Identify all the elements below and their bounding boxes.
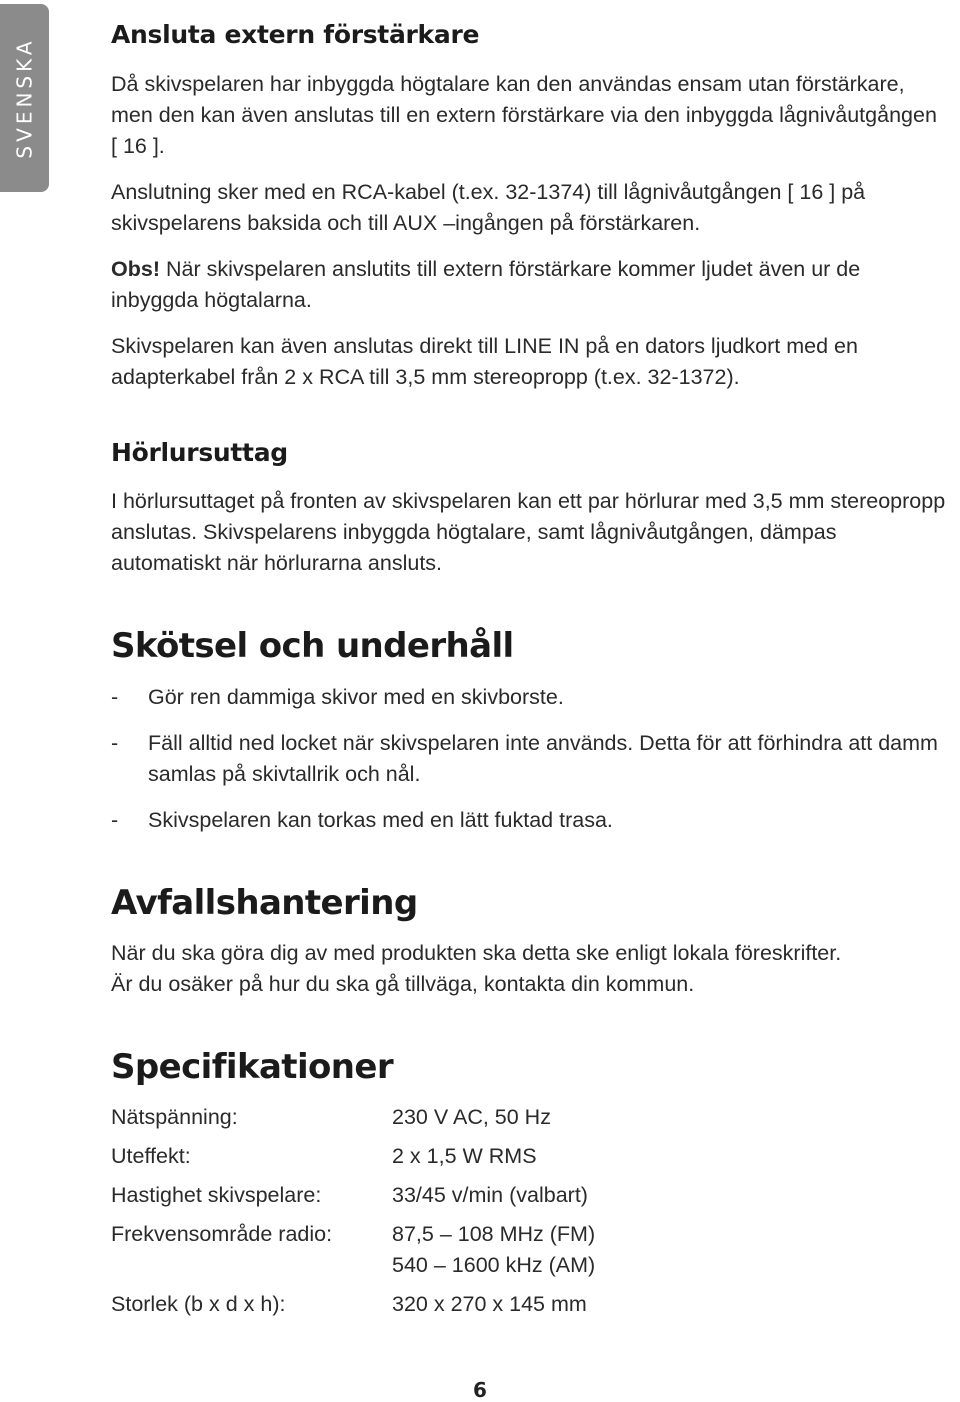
obs-label: Obs! bbox=[111, 257, 160, 281]
paragraph-obs bbox=[111, 254, 946, 316]
list-item-text: Gör ren dammiga skivor med en skivborste. bbox=[148, 685, 564, 709]
list-item bbox=[111, 728, 946, 790]
paragraph-horlur: I hörlursuttaget på fronten av skivspelaren kan ett par hörlurar med 3,5 mm stereopropp anslutas. Skivspelarens inbyggda högtalare, samt lågnivåutgången, dämpas automatiskt när hörlurarna ansluts. bbox=[111, 489, 946, 575]
paragraph-avfall-1: När du ska göra dig av med produkten ska detta ske enligt lokala föreskrifter. bbox=[111, 941, 842, 965]
spec-value: 87,5 – 108 MHz (FM) bbox=[392, 1222, 596, 1246]
list-item-text: Skivspelaren kan torkas med en lätt fuktad trasa. bbox=[148, 808, 613, 832]
spec-label: Hastighet skivspelare: bbox=[111, 1183, 322, 1207]
list-dash: - bbox=[111, 808, 119, 832]
language-tab-label: SVENSKA bbox=[12, 37, 37, 159]
spec-value: 33/45 v/min (valbart) bbox=[392, 1183, 588, 1207]
paragraph-avfall-2: Är du osäker på hur du ska gå tillväga, kontakta din kommun. bbox=[111, 972, 695, 996]
list-item bbox=[111, 805, 946, 836]
page-number: 6 bbox=[473, 1378, 487, 1402]
list-dash: - bbox=[111, 685, 119, 709]
spec-value: 2 x 1,5 W RMS bbox=[392, 1144, 537, 1168]
paragraph-extern-1: Då skivspelaren har inbyggda högtalare kan den användas ensam utan förstärkare, men den kan även anslutas till en extern förstärkare via den inbyggda lågnivåutgången [ 16 ]. bbox=[111, 72, 937, 158]
paragraph-extern-4: Skivspelaren kan även anslutas direkt till LINE IN på en dators ljudkort med en adapterkabel från 2 x RCA till 3,5 mm stereopropp (t.ex. 32-1372). bbox=[111, 334, 858, 389]
spec-label: Storlek (b x d x h): bbox=[111, 1292, 286, 1316]
obs-text: När skivspelaren anslutits till extern förstärkare kommer ljudet även ur de inbyggda högtalarna. bbox=[111, 257, 861, 312]
heading-avfallshantering: Avfallshantering bbox=[111, 883, 418, 923]
language-tab bbox=[0, 4, 49, 192]
list-item bbox=[111, 682, 946, 713]
paragraph-extern-2: Anslutning sker med en RCA-kabel (t.ex. 32-1374) till lågnivåutgången [ 16 ] på skivspelarens baksida och till AUX –ingången på förstärkaren. bbox=[111, 180, 866, 235]
heading-skotsel: Skötsel och underhåll bbox=[111, 626, 514, 666]
list-item-text: Fäll alltid ned locket när skivspelaren inte används. Detta för att förhindra att damm samlas på skivtallrik och nål. bbox=[148, 731, 938, 786]
spec-value: 320 x 270 x 145 mm bbox=[392, 1292, 587, 1316]
spec-label: Frekvensområde radio: bbox=[111, 1222, 333, 1246]
list-dash: - bbox=[111, 731, 119, 755]
heading-horlursuttag: Hörlursuttag bbox=[111, 438, 288, 467]
heading-extern-forstarkare: Ansluta extern förstärkare bbox=[111, 20, 480, 49]
spec-label: Uteffekt: bbox=[111, 1144, 191, 1168]
heading-specifikationer: Specifikationer bbox=[111, 1047, 393, 1087]
spec-value: 230 V AC, 50 Hz bbox=[392, 1105, 551, 1129]
spec-value: 540 – 1600 kHz (AM) bbox=[392, 1253, 596, 1277]
spec-label: Nätspänning: bbox=[111, 1105, 238, 1129]
